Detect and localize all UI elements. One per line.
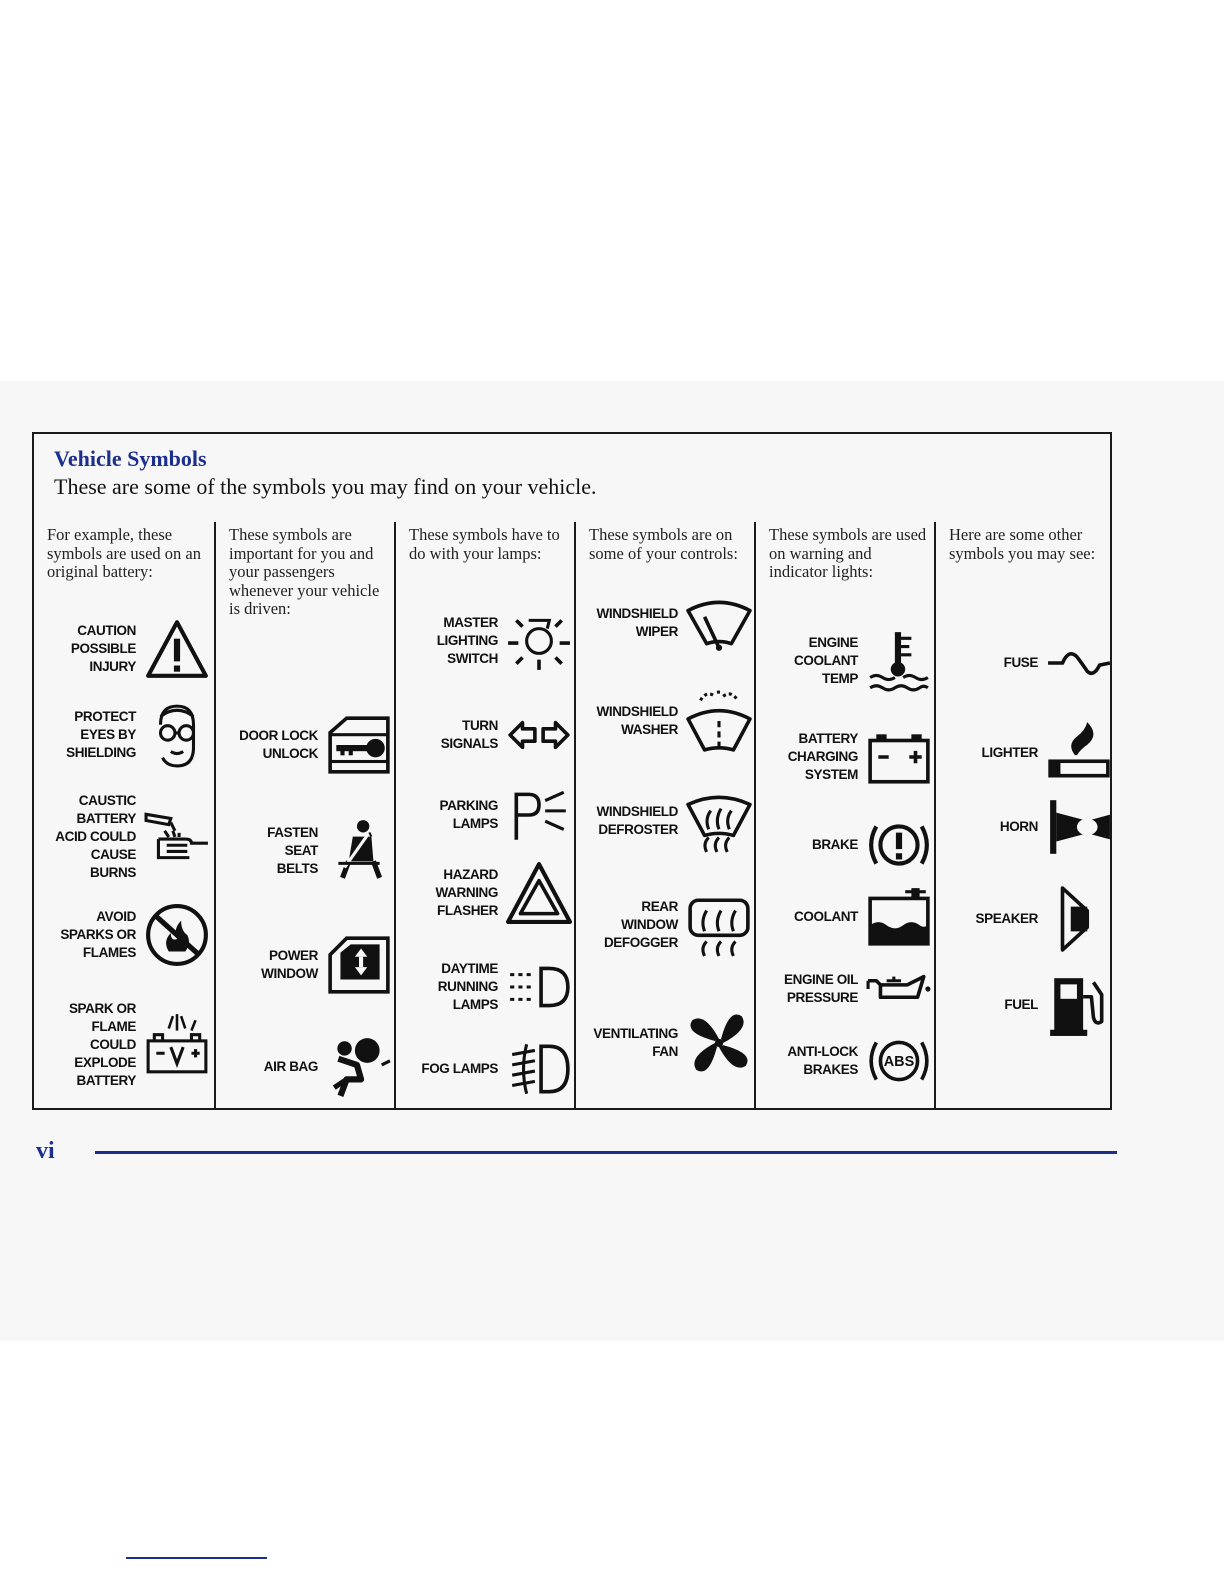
windshield-washer-icon bbox=[684, 686, 754, 756]
symbol-label: CAUTION POSSIBLE INJURY bbox=[70, 623, 136, 674]
symbol-coolant bbox=[756, 882, 936, 952]
symbol-avoid-sparks bbox=[34, 900, 214, 970]
symbol-label: BRAKE bbox=[811, 837, 858, 852]
abs-icon-text: ABS bbox=[883, 1054, 915, 1071]
parking-lamps-icon bbox=[504, 780, 574, 850]
column-warning-lights bbox=[754, 522, 934, 1110]
symbol-label: REAR WINDOW DEFOGGER bbox=[603, 899, 678, 950]
symbol-lighter bbox=[936, 718, 1116, 788]
speaker-icon bbox=[1044, 884, 1114, 954]
footer-rule bbox=[95, 1151, 1117, 1154]
column-intro: These symbols are important for you and your passengers whenever your vehicle is driven: bbox=[229, 525, 380, 618]
symbol-label: AVOID SPARKS OR FLAMES bbox=[60, 909, 136, 960]
symbol-wiper bbox=[576, 588, 756, 658]
symbol-caution bbox=[34, 614, 214, 684]
eye-shield-face-icon bbox=[142, 700, 212, 770]
symbol-door-lock bbox=[216, 710, 396, 780]
symbol-label: WINDSHIELD DEFROSTER bbox=[596, 804, 678, 837]
symbol-label: COOLANT bbox=[794, 909, 858, 924]
power-window-icon bbox=[324, 930, 394, 1000]
horn-icon bbox=[1044, 792, 1114, 862]
symbol-label: POWER WINDOW bbox=[261, 948, 318, 981]
fuse-icon bbox=[1044, 628, 1114, 698]
symbol-label: CAUSTIC BATTERY ACID COULD CAUSE BURNS bbox=[55, 793, 136, 880]
master-lighting-icon bbox=[504, 606, 574, 676]
symbol-horn bbox=[936, 792, 1116, 862]
symbol-label: PARKING LAMPS bbox=[439, 798, 498, 831]
coolant-reservoir-icon bbox=[864, 882, 934, 952]
column-intro: These symbols are on some of your controls: bbox=[589, 525, 738, 563]
symbol-label: ENGINE COOLANT TEMP bbox=[794, 635, 858, 686]
no-flames-icon bbox=[142, 900, 212, 970]
column-other bbox=[934, 522, 1114, 1110]
symbol-oil-pressure bbox=[756, 954, 936, 1024]
hazard-triangle-icon bbox=[504, 858, 574, 928]
symbol-defroster bbox=[576, 786, 756, 856]
column-intro: Here are some other symbols you may see: bbox=[949, 525, 1096, 563]
symbol-label: FASTEN SEAT BELTS bbox=[267, 825, 318, 876]
brake-warning-icon bbox=[864, 810, 934, 880]
symbol-label: DAYTIME RUNNING LAMPS bbox=[437, 961, 498, 1012]
vehicle-symbols-panel bbox=[32, 432, 1112, 1110]
symbol-explode-battery bbox=[34, 1000, 214, 1090]
ventilating-fan-icon bbox=[684, 1008, 754, 1078]
fuel-pump-icon bbox=[1044, 970, 1114, 1040]
symbol-label: BATTERY CHARGING SYSTEM bbox=[787, 731, 858, 782]
symbol-label: VENTILATING FAN bbox=[593, 1026, 678, 1059]
door-lock-icon bbox=[324, 710, 394, 780]
column-controls bbox=[574, 522, 754, 1110]
symbol-label: WINDSHIELD WASHER bbox=[596, 704, 678, 737]
symbol-label: LIGHTER bbox=[981, 745, 1038, 760]
acid-burn-hand-icon bbox=[142, 802, 212, 872]
coolant-temp-icon bbox=[864, 626, 934, 696]
symbol-label: PROTECT EYES BY SHIELDING bbox=[66, 709, 136, 760]
symbol-caustic-acid bbox=[34, 792, 214, 882]
lighter-icon bbox=[1044, 718, 1114, 788]
symbol-brake bbox=[756, 810, 936, 880]
column-intro: These symbols are used on warning and indicator lights: bbox=[769, 525, 927, 581]
symbol-label: TURN SIGNALS bbox=[440, 718, 498, 751]
column-intro: For example, these symbols are used on an original battery: bbox=[47, 525, 201, 581]
symbol-coolant-temp bbox=[756, 626, 936, 696]
rear-defogger-icon bbox=[684, 890, 754, 960]
symbol-label: WINDSHIELD WIPER bbox=[596, 606, 678, 639]
windshield-wiper-icon bbox=[684, 588, 754, 658]
symbol-turn-signals bbox=[396, 700, 576, 770]
symbol-label: FOG LAMPS bbox=[421, 1061, 498, 1076]
symbol-daytime-running bbox=[396, 952, 576, 1022]
symbol-label: FUSE bbox=[1003, 655, 1038, 670]
abs-icon bbox=[864, 1026, 934, 1096]
column-passengers bbox=[214, 522, 394, 1110]
symbol-parking-lamps bbox=[396, 780, 576, 850]
symbol-abs bbox=[756, 1026, 936, 1096]
symbol-fog-lamps bbox=[396, 1034, 576, 1104]
symbol-label: SPARK OR FLAME COULD EXPLODE BATTERY bbox=[68, 1001, 136, 1088]
symbol-label: MASTER LIGHTING SWITCH bbox=[436, 615, 498, 666]
page-title: Vehicle Symbols bbox=[54, 446, 207, 471]
air-bag-icon bbox=[324, 1032, 394, 1102]
column-battery bbox=[34, 522, 214, 1110]
symbol-seat-belts bbox=[216, 816, 396, 886]
symbol-label: ANTI-LOCK BRAKES bbox=[787, 1044, 858, 1077]
symbol-label: AIR BAG bbox=[263, 1059, 318, 1074]
oil-can-icon bbox=[864, 954, 934, 1024]
symbol-label: HORN bbox=[999, 819, 1038, 834]
column-intro: These symbols have to do with your lamps: bbox=[409, 525, 560, 563]
caution-triangle-icon bbox=[142, 614, 212, 684]
symbol-fan bbox=[576, 1008, 756, 1078]
symbol-label: FUEL bbox=[1004, 997, 1038, 1012]
symbol-label: HAZARD WARNING FLASHER bbox=[435, 867, 498, 918]
symbol-hazard bbox=[396, 858, 576, 928]
daytime-running-lamps-icon bbox=[504, 952, 574, 1022]
battery-charging-icon bbox=[864, 722, 934, 792]
bottom-rule bbox=[126, 1557, 267, 1559]
symbol-fuse bbox=[936, 628, 1116, 698]
battery-explode-icon bbox=[142, 1010, 212, 1080]
symbol-label: DOOR LOCK UNLOCK bbox=[239, 728, 318, 761]
seat-belt-icon bbox=[324, 816, 394, 886]
fog-lamps-icon bbox=[504, 1034, 574, 1104]
turn-signals-icon bbox=[504, 700, 574, 770]
page-number: vi bbox=[36, 1138, 55, 1164]
symbol-fuel bbox=[936, 970, 1116, 1040]
windshield-defroster-icon bbox=[684, 786, 754, 856]
symbol-air-bag bbox=[216, 1032, 396, 1102]
symbol-battery-charging bbox=[756, 722, 936, 792]
symbol-washer bbox=[576, 686, 756, 756]
symbol-label: SPEAKER bbox=[975, 911, 1038, 926]
symbol-label: ENGINE OIL PRESSURE bbox=[783, 972, 858, 1005]
column-lamps bbox=[394, 522, 574, 1110]
page-subtitle: These are some of the symbols you may find on your vehicle. bbox=[54, 474, 597, 499]
symbol-speaker bbox=[936, 884, 1116, 954]
symbol-power-window bbox=[216, 930, 396, 1000]
symbol-master-lighting bbox=[396, 606, 576, 676]
symbol-protect-eyes bbox=[34, 700, 214, 770]
symbol-rear-defogger bbox=[576, 890, 756, 960]
